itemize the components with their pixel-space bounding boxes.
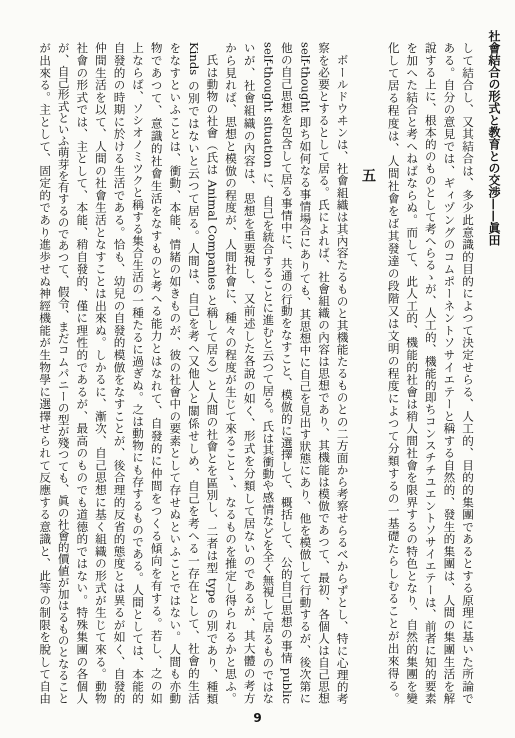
page-number: 9 [253, 711, 262, 725]
text-column: いが、社會組織の內容は、思想を重要視し、又前述した各說の如く、形式を分類して居ないのであるが、其大體の考方 [242, 42, 257, 704]
text-column: 仲間生活を以て、人間の社會生活となすことは出來ぬ。しかるに、漸次、自己思想に基く組織の形式が生じて來る。動物 [93, 42, 108, 704]
text-column: 社會の形式では、主として、本能、稍自發的、僅に理性的であるが、最高のものでも道德的ではない。特殊集團の各個人 [75, 42, 90, 704]
text-column: を加へた結合と考へねばならぬ。而して、此人工的、機能的社會は稍人間社會を限界するの特色となり、自然的集團を變 [405, 42, 420, 704]
text-column: 氏は動物の社會（氏は Animal Companies と稱して居る）と人間の社會とを區別し、二者は型 type の別であり、種類 [205, 53, 220, 704]
running-title: 社會結合の形式と教育との交渉——眞田 [487, 30, 501, 246]
text-column: 化して居る程度は、人間社會をば其發達の段階又は文明の程度によつて分類するの一基礎たらしむることが出來得る。 [386, 42, 401, 704]
section-heading: 五 [360, 168, 377, 182]
body-text [35, 42, 477, 704]
text-column: から見れば、思想と模倣の程度が、人間社會に、種々の程度が生じて來ることゝ、なるものを推定し得られるかと思ふ。 [224, 42, 239, 704]
text-column: 說する上に、根本的のものとして考へらるゝが、人工的、機能的即ちコンスチチユエントソサイエテーは、前者に知的要素 [423, 42, 438, 704]
text-column: が出來る。主として、固定的であり進歩せぬ神經機能が生物學に選擇せられて反應する意識と、此等の制限を脫して自由 [38, 42, 53, 704]
text-column: Kinds の別ではないと云つて居る。人間は、自己を考へ又他人と關係せしめ、自己を考へる一存在として、社會的生活 [186, 42, 201, 704]
text-column: ある。自分の意見では、ギィヅングのコムポーネントソサイエテーと稱する自然的、發生的集團は、人間の集團生活を解 [442, 42, 457, 704]
text-column: が、自己形式といふ萌芽を有するのであつて、假令、まだコムパニーの型が殘つても、眞の社會的價値が加はるものとなること [56, 42, 71, 704]
text-column: をなすといふことは、衝動、本能、情緒の如きものが、彼の社會中の要素として存せぬといふことではない。人間も亦動 [168, 42, 183, 704]
text-column: 察を必要とするとして居る。氏によれば、社會組織の內容は思想であり、其機能は模倣であつて、最初、各個人は自己思想 [317, 42, 332, 704]
text-column: ボールドウヰンは、社會組織は其內容たるものと其機能たるものとの二方面から考察せらるべからずとし、特に心理的考 [335, 53, 350, 704]
text-column: 自發的の時期に於ける生活である。恰も、幼兒の自發的模倣をなすことが、後合理的反省的態度とは異るが如く、自發的 [112, 42, 127, 704]
text-column: self-thought 即ち如何なる事情場合にありても、其思想中に自己を見出す狀態にあり、他を模倣して行動するが、後次第に [298, 42, 313, 704]
text-column: 他の自己思想を包含して居る事情中に、共通の行動をなすこと、模倣的に選擇して、概括して、公的自己思想の事情 public [279, 42, 294, 704]
text-column: self-thought situation に、自己を統合することに進むと云つて居る。氏は其衝動や感情などを全く無視して居るものではな [261, 42, 276, 704]
text-column: 物であつて、意識的社會生活をなすものと考へる能力とはなれて、自發的に仲間をつくる傾向を有する。若し、之の如 [149, 42, 164, 704]
text-column: 上ならば、ソシオノミツクと稱する集合生活の一種たるに過ぎぬ。之は動物にも存するものである。人間としては、本能的 [131, 42, 146, 704]
text-column: して結合し、又其結合は、多少此意識的目的によつて決定せらる、人工的、目的的集團であるとする原理に基いた所論で [461, 42, 475, 704]
